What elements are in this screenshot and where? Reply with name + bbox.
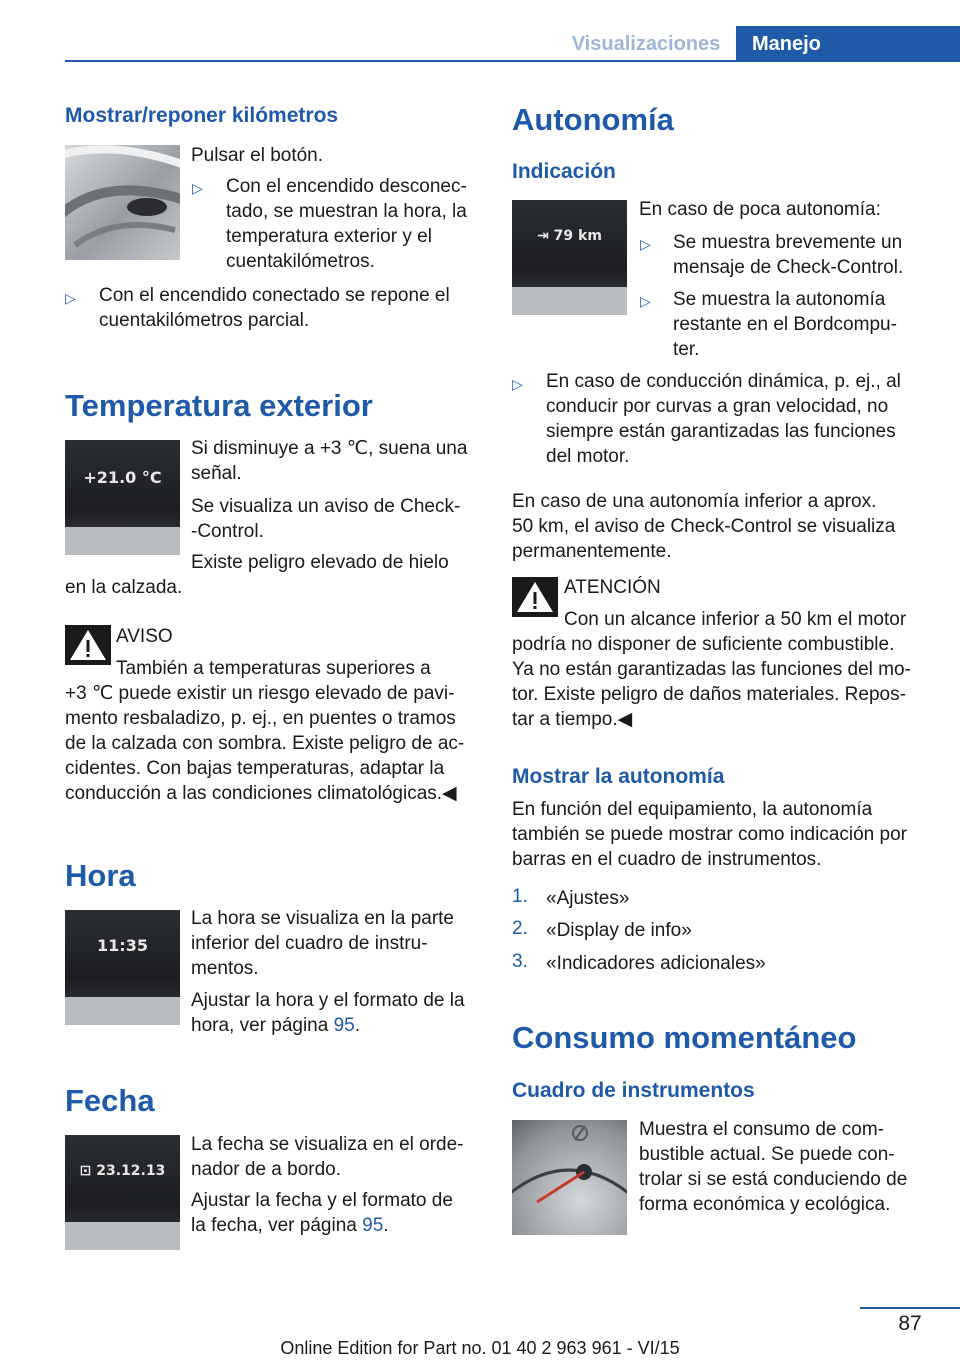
gauge-image	[512, 1120, 627, 1235]
calendar-icon: ⊡	[79, 1163, 97, 1179]
temp-paragraph-3: Existe peligro elevado de hielo	[191, 552, 449, 573]
aviso-label: AVISO	[116, 626, 173, 647]
mostrar-paragraph: En función del equipamiento, la autonomía también se puede mostrar como indicación por barras en el cuadro de instrumentos.	[512, 799, 907, 870]
mostrar-heading: Mostrar la autonomía	[512, 765, 725, 788]
autonomia-display-image: ⇥ 79 km	[512, 200, 627, 315]
km-heading: Mostrar/reponer kilómetros	[65, 104, 339, 127]
edition-footer: Online Edition for Part no. 01 40 2 963 961 - VI/15	[280, 1338, 680, 1358]
autonomia-heading: Autonomía	[512, 102, 674, 137]
atencion-line-1: Con un alcance inferior a 50 km el motor	[564, 609, 907, 630]
temp-paragraph-1: Si disminuye a +3 ℃, suena una señal.	[191, 438, 468, 484]
temp-heading: Temperatura exterior	[65, 388, 373, 423]
consumo-heading: Consumo momentáneo	[512, 1020, 857, 1055]
ind-bullet-2: Se muestra la autonomía restante en el Bordcompu‐ ter.	[673, 289, 897, 360]
km-intro: Pulsar el botón.	[191, 145, 324, 166]
fecha-paragraph-2: Ajustar la fecha y el formato de la fecha, ver página 95.	[191, 1190, 453, 1236]
bullet-icon: ▷	[640, 293, 651, 309]
bullet-icon: ▷	[65, 290, 76, 306]
indicacion-intro: En caso de poca autonomía:	[639, 199, 881, 220]
step-2: «Display de info»	[546, 920, 692, 941]
fuel-icon: ⇥	[537, 228, 554, 244]
step-number: 2.	[512, 918, 528, 939]
warning-icon	[65, 625, 111, 670]
km-bullet-1: Con el encendido desconec‐ tado, se muestran la hora, la temperatura exterior y el cuentakilómetros.	[226, 176, 467, 272]
atencion-text: podría no disponer de suficiente combustible. Ya no están garantizadas las funciones del mo‐ tor. Existe peligro de daños materiales. Repos‐ tar a tiempo.◀	[512, 634, 911, 730]
ind-bullet-1: Se muestra brevemente un mensaje de Check-Control.	[673, 232, 904, 278]
aviso-line-1: También a temperaturas superiores a	[116, 658, 431, 679]
temp-paragraph-3b: en la calzada.	[65, 577, 183, 598]
fecha-display-image: ⊡ 23.12.13	[65, 1135, 180, 1250]
hora-heading: Hora	[65, 858, 136, 893]
header-tab-visualizaciones: Visualizaciones	[571, 33, 721, 55]
step-number: 1.	[512, 886, 528, 907]
hora-display-image: 11:35	[65, 910, 180, 1025]
header-tab-manejo: Manejo	[736, 26, 960, 62]
atencion-label: ATENCIÓN	[564, 577, 661, 598]
step-number: 3.	[512, 951, 528, 972]
page-link[interactable]: 95	[362, 1215, 384, 1236]
page-number-rule	[860, 1307, 960, 1309]
ind-bullet-3: En caso de conducción dinámica, p. ej., al conducir por curvas a gran velocidad, no siempre están garantizadas las funciones del motor.	[546, 371, 901, 467]
step-3: «Indicadores adicionales»	[546, 953, 766, 974]
step-1: «Ajustes»	[546, 888, 630, 909]
indicacion-heading: Indicación	[512, 160, 616, 183]
fecha-heading: Fecha	[65, 1083, 155, 1118]
bullet-icon: ▷	[512, 376, 523, 392]
hora-paragraph-2: Ajustar la hora y el formato de la hora, ver página 95.	[191, 990, 465, 1036]
indicacion-paragraph: En caso de una autonomía inferior a aprox. 50 km, el aviso de Check-Control se visualiza permanentemente.	[512, 491, 896, 562]
hora-paragraph-1: La hora se visualiza en la parte inferior del cuadro de instru‐ mentos.	[191, 908, 454, 979]
button-photo	[65, 145, 180, 260]
cuadro-heading: Cuadro de instrumentos	[512, 1079, 755, 1102]
warning-icon	[512, 577, 558, 622]
header-rule	[65, 60, 960, 62]
fecha-paragraph-1: La fecha se visualiza en el orde‐ nador de a bordo.	[191, 1134, 464, 1180]
temp-paragraph-2: Se visualiza un aviso de Check‐ ‐Control.	[191, 496, 461, 542]
temp-display-image: +21.0 °C	[65, 440, 180, 555]
bullet-icon: ▷	[192, 180, 203, 196]
km-bullet-2: Con el encendido conectado se repone el cuentakilómetros parcial.	[99, 285, 450, 331]
aviso-text: +3 ℃ puede existir un riesgo elevado de pavi‐ mento resbaladizo, p. ej., en puentes o tramos de la calzada con sombra. Existe peligro de ac‐ cidentes. Con bajas temperaturas, adaptar la conducción a las condiciones climatológicas.◀	[65, 683, 465, 804]
bullet-icon: ▷	[640, 236, 651, 252]
cuadro-paragraph: Muestra el consumo de com‐ bustible actual. Se puede con‐ trolar si se está conduciendo de forma económica y ecológica.	[639, 1119, 908, 1215]
page-number: 87	[898, 1312, 922, 1335]
page-link[interactable]: 95	[333, 1015, 355, 1036]
